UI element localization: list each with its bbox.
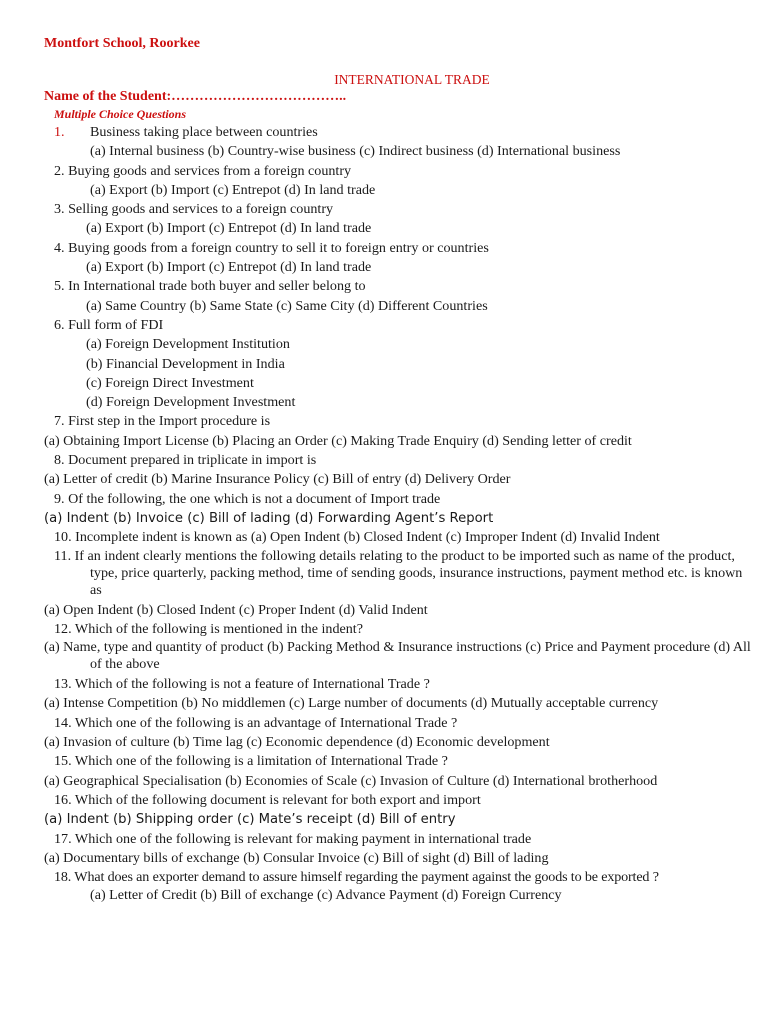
question-3: 3. Selling goods and services to a foreign country [54,201,334,218]
question-3-options: (a) Export (b) Import (c) Entrepot (d) In land trade [86,220,372,237]
student-name-label: Name of the Student:……………………………….. [44,89,347,104]
question-1-options: (a) Internal business (b) Country-wise business (c) Indirect business (d) International business [90,143,621,160]
question-6-option-c: (c) Foreign Direct Investment [86,374,254,391]
question-14-options: (a) Invasion of culture (b) Time lag (c) Economic dependence (d) Economic development [44,734,550,751]
question-2-options: (a) Export (b) Import (c) Entrepot (d) In land trade [90,181,376,198]
question-1-number: 1. [54,124,65,140]
question-8-options: (a) Letter of credit (b) Marine Insurance Policy (c) Bill of entry (d) Delivery Order [44,471,511,488]
question-16: 16. Which of the following document is relevant for both export and import [54,791,481,808]
page-title [0,72,768,88]
question-4-options: (a) Export (b) Import (c) Entrepot (d) In land trade [86,259,372,276]
question-8: 8. Document prepared in triplicate in import is [54,452,317,469]
question-6-option-d: (d) Foreign Development Investment [86,394,296,411]
question-7-options: (a) Obtaining Import License (b) Placing an Order (c) Making Trade Enquiry (d) Sending letter of credit [44,432,632,449]
question-1-text: Business taking place between countries [90,124,318,140]
question-5: 5. In International trade both buyer and seller belong to [54,278,366,295]
question-11: 11. If an indent clearly mentions the following details relating to the product to be imported such as name of the product, type, price quarterly, packing method, time of sending goods, insurance instructions, payment method etc. is known as [54,547,743,598]
question-18: 18. What does an exporter demand to assure himself regarding the payment against the goods to be exported ? [54,869,659,886]
question-10: 10. Incomplete indent is known as (a) Open Indent (b) Closed Indent (c) Improper Indent (d) Invalid Indent [54,529,660,546]
question-13: 13. Which of the following is not a feature of International Trade ? [54,676,430,693]
question-2: 2. Buying goods and services from a foreign country [54,162,352,179]
question-15: 15. Which one of the following is a limitation of International Trade ? [54,753,448,770]
question-6: 6. Full form of FDI [54,316,164,333]
question-9-options: (a) Indent (b) Invoice (c) Bill of lading (d) Forwarding Agent’s Report [44,510,494,526]
question-7: 7. First step in the Import procedure is [54,413,271,430]
question-list [44,123,754,904]
title-text: INTERNATIONAL TRADE [334,72,490,87]
question-16-options: (a) Indent (b) Shipping order (c) Mate’s receipt (d) Bill of entry [44,812,456,828]
question-6-option-b: (b) Financial Development in India [86,355,285,372]
question-12: 12. Which of the following is mentioned in the indent? [54,620,363,637]
question-11-options: (a) Open Indent (b) Closed Indent (c) Proper Indent (d) Valid Indent [44,601,428,618]
school-name: Montfort School, Roorkee [44,36,200,51]
question-13-options: (a) Intense Competition (b) No middlemen (c) Large number of documents (d) Mutually acceptable currency [44,695,659,712]
question-18-options: (a) Letter of Credit (b) Bill of exchange (c) Advance Payment (d) Foreign Currency [90,887,562,904]
section-heading: Multiple Choice Questions [54,107,187,121]
question-14: 14. Which one of the following is an advantage of International Trade ? [54,714,458,731]
question-12-options: (a) Name, type and quantity of product (b) Packing Method & Insurance instructions (c) Price and Payment procedure (d) All of the above [44,639,751,673]
question-15-options: (a) Geographical Specialisation (b) Economies of Scale (c) Invasion of Culture (d) International brotherhood [44,772,658,789]
question-6-option-a: (a) Foreign Development Institution [86,336,290,353]
question-4: 4. Buying goods from a foreign country to sell it to foreign entry or countries [54,239,489,256]
question-17-options: (a) Documentary bills of exchange (b) Consular Invoice (c) Bill of sight (d) Bill of lading [44,849,549,866]
question-5-options: (a) Same Country (b) Same State (c) Same City (d) Different Countries [86,297,488,314]
question-9: 9. Of the following, the one which is not a document of Import trade [54,490,441,507]
question-17: 17. Which one of the following is relevant for making payment in international trade [54,830,532,847]
question-1 [44,123,754,142]
